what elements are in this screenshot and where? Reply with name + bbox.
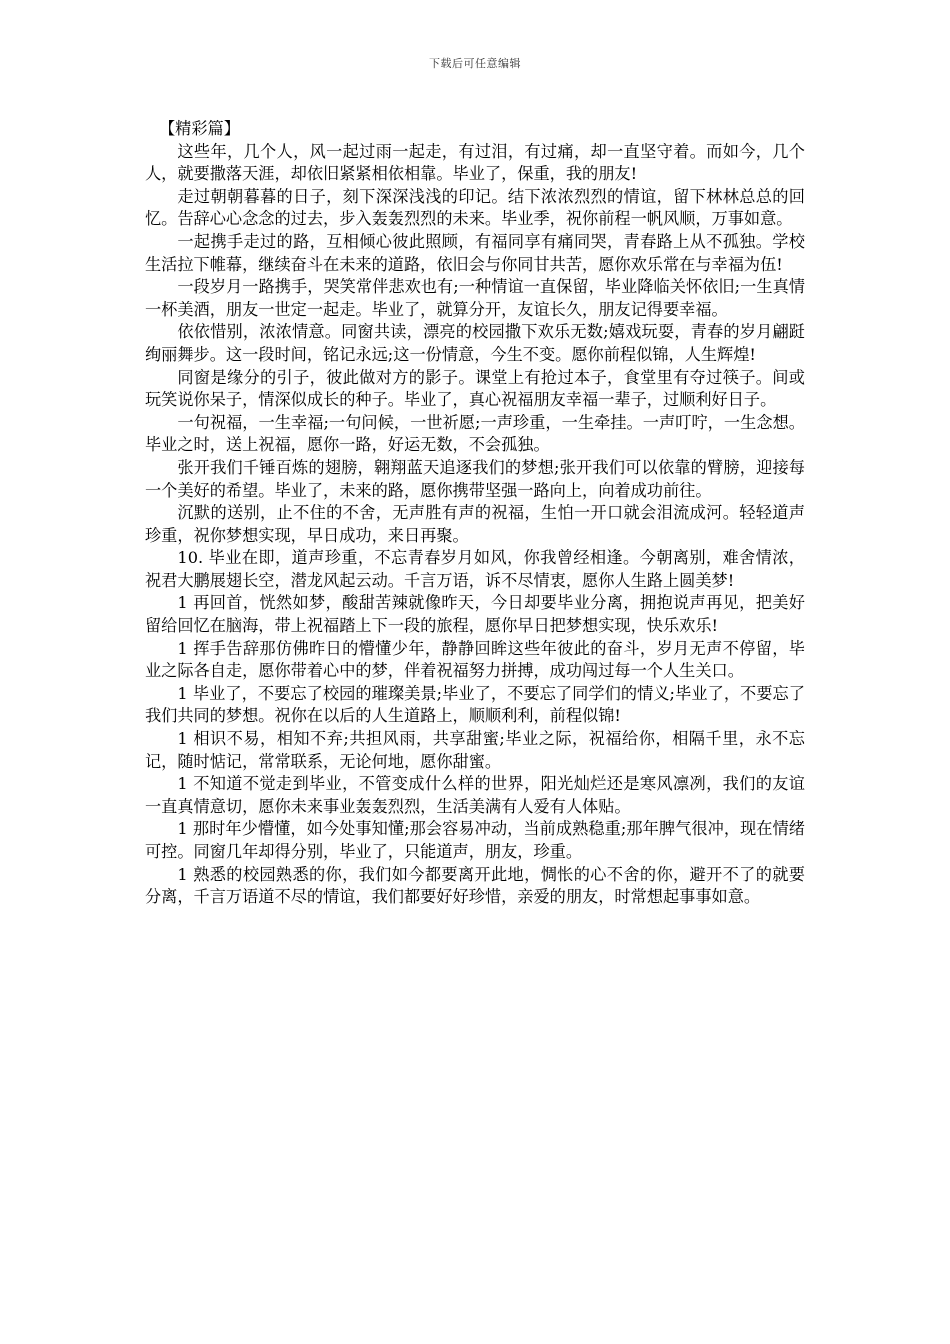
section-title: 【精彩篇】: [159, 119, 240, 138]
paragraph-7: 一句祝福，一生幸福;一句问候，一世祈愿;一声珍重，一生牵挂。一声叮咛，一生念想。毕业之时，送上祝福，愿你一路，好运无数，不会孤独。: [145, 412, 805, 455]
page-header-note: 下载后可任意编辑: [429, 57, 521, 70]
paragraph-15: 1 不知道不觉走到毕业，不管变成什么样的世界，阳光灿烂还是寒风凛冽，我们的友谊一直真情意切，愿你未来事业轰轰烈烈，生活美满有人爱有人体贴。: [145, 774, 805, 816]
paragraph-12: 1 挥手告辞那仿佛昨日的懵懂少年，静静回眸这些年彼此的奋斗，岁月无声不停留，毕业之际各自走，愿你带着心中的梦，伴着祝福努力拼搏，成功闯过每一个人生关口。: [145, 638, 805, 681]
document-body: [145, 118, 805, 909]
paragraph-14: 1 相识不易，相知不弃;共担风雨，共享甜蜜;毕业之际，祝福给你，相隔千里，永不忘记，随时惦记，常常联系，无论何地，愿你甜蜜。: [145, 729, 805, 771]
paragraph-9: 沉默的送别，止不住的不舍，无声胜有声的祝福，生怕一开口就会泪流成河。轻轻道声珍重，祝你梦想实现，早日成功，来日再聚。: [145, 503, 805, 545]
paragraph-1: 这些年，几个人，风一起过雨一起走，有过泪，有过痛，却一直坚守着。而如今，几个人，就要撒落天涯，却依旧紧紧相依相靠。毕业了，保重，我的朋友!: [145, 141, 805, 184]
paragraph-6: 同窗是缘分的引子，彼此做对方的影子。课堂上有抢过本子，食堂里有夺过筷子。间或玩笑说你呆子，情深似成长的种子。毕业了，真心祝福朋友幸福一辈子，过顺利好日子。: [145, 367, 805, 410]
paragraph-2: 走过朝朝暮暮的日子，刻下深深浅浅的印记。结下浓浓烈烈的情谊，留下林林总总的回忆。告辞心心念念的过去，步入轰轰烈烈的未来。毕业季，祝你前程一帆风顺，万事如意。: [145, 186, 805, 229]
paragraph-5: 依依惜别，浓浓情意。同窗共读，漂亮的校园撒下欢乐无数;嬉戏玩耍，青春的岁月翩跹绚丽舞步。这一段时间，铭记永远;这一份情意，今生不变。愿你前程似锦，人生辉煌!: [145, 322, 805, 364]
paragraph-17: 1 熟悉的校园熟悉的你，我们如今都要离开此地，惆怅的心不舍的你，避开不了的就要分离，千言万语道不尽的情谊，我们都要好好珍惜，亲爱的朋友，时常想起事事如意。: [145, 864, 805, 907]
paragraph-8: 张开我们千锤百炼的翅膀，翱翔蓝天追逐我们的梦想;张开我们可以依靠的臂膀，迎接每一个美好的希望。毕业了，未来的路，愿你携带坚强一路向上，向着成功前往。: [145, 457, 805, 500]
paragraph-10: 10. 毕业在即，道声珍重，不忘青春岁月如风，你我曾经相逢。今朝离别，难舍情浓，祝君大鹏展翅长空，潜龙风起云动。千言万语，诉不尽情衷，愿你人生路上圆美梦!: [145, 548, 805, 590]
paragraph-13: 1 毕业了，不要忘了校园的璀璨美景;毕业了，不要忘了同学们的情义;毕业了，不要忘了我们共同的梦想。祝你在以后的人生道路上，顺顺利利，前程似锦!: [145, 683, 805, 726]
paragraph-11: 1 再回首，恍然如梦，酸甜苦辣就像昨天，今日却要毕业分离，拥抱说声再见，把美好留给回忆在脑海，带上祝福踏上下一段的旅程，愿你早日把梦想实现，快乐欢乐!: [145, 593, 805, 636]
paragraph-4: 一段岁月一路携手，哭笑常伴悲欢也有;一种情谊一直保留，毕业降临关怀依旧;一生真情一杯美酒，朋友一世定一起走。毕业了，就算分开，友谊长久，朋友记得要幸福。: [145, 277, 805, 319]
paragraph-3: 一起携手走过的路，互相倾心彼此照顾，有福同享有痛同哭，青春路上从不孤独。学校生活拉下帷幕，继续奋斗在未来的道路，依旧会与你同甘共苦，愿你欢乐常在与幸福为伍!: [145, 231, 805, 274]
paragraph-16: 1 那时年少懵懂，如今处事知懂;那会容易冲动，当前成熟稳重;那年脾气很冲，现在情绪可控。同窗几年却得分别，毕业了，只能道声，朋友，珍重。: [145, 819, 805, 861]
